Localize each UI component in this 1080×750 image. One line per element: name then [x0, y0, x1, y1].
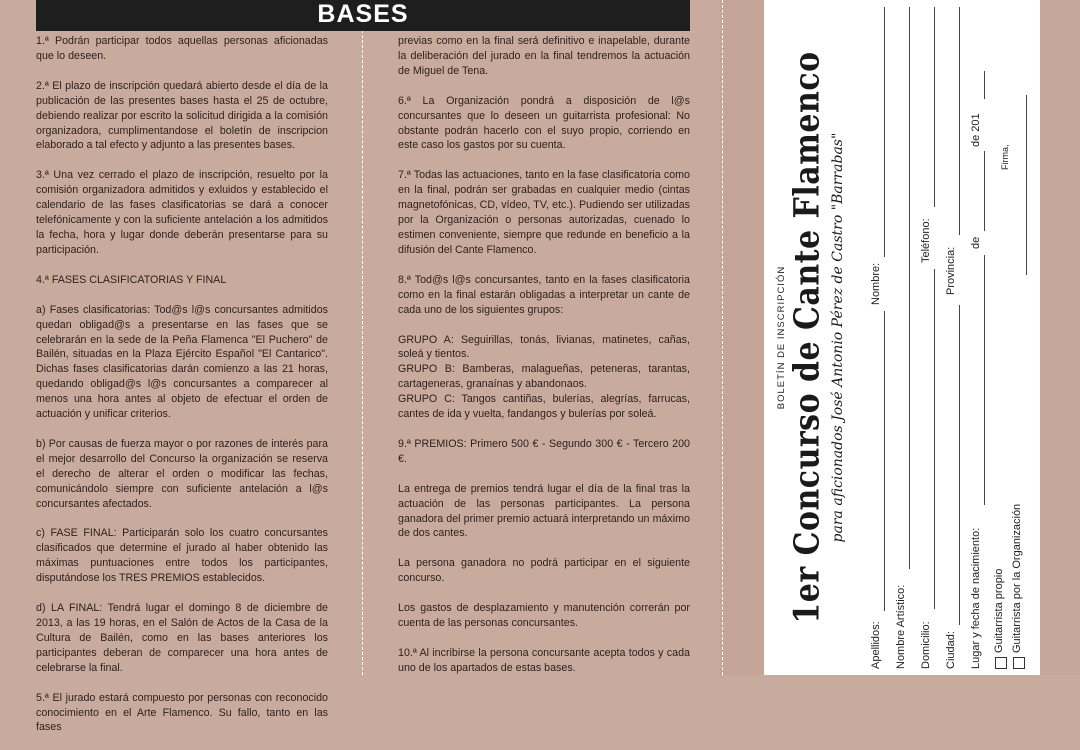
nombre-artistico-label: Nombre Artístico: [895, 584, 907, 669]
registration-form [764, 0, 1040, 675]
group-c: GRUPO C: Tangos cantiñas, bulerías, alegrías, farrucas, cantes de ida y vuelta, fandangos y bulerías por soleá. [398, 393, 690, 421]
rule-5: 5.ª El jurado estará compuesto por personas con reconocido conocimiento en el Arte Flamenco. Su fallo, tanto en las fases [36, 691, 328, 734]
rule-5-cont: previas como en la final será definitivo e inapelable, durante la deliberación del jurado en la final tendremos la actuación de Miguel de Tena. [398, 35, 690, 77]
rule-1: 1.ª Podrán participar todos aquellas personas aficionadas que lo deseen. [36, 35, 328, 62]
lugar-fecha-label: Lugar y fecha de nacimiento: [970, 527, 982, 669]
middle-panel [364, 0, 720, 675]
edge-strip [1040, 0, 1080, 675]
expenses-note: Los gastos de desplazamiento y manutención correrán por cuenta de las personas concursantes. [398, 602, 690, 630]
rule-4-heading: 4.ª FASES CLASIFICATORIAS Y FINAL [36, 273, 227, 286]
month-field[interactable] [984, 151, 985, 231]
rule-4d: d) LA FINAL: Tendrá lugar el domingo 8 de diciembre de 2013, a las 19 horas, en el Salón de Actos de la Casa de la Cultura de Bailén, como en las bases anteriores los participantes deberan de comparecer una hora antes de celebrarse la final. [36, 602, 328, 674]
telefono-label: Teléfono: [920, 218, 932, 263]
bases-middle-column [398, 34, 690, 691]
telefono-field[interactable] [934, 7, 935, 207]
form-subtitle: BOLETÍN DE INSCRIPCIÓN [776, 265, 787, 410]
apellidos-label: Apellidos: [870, 621, 882, 669]
lugar-field[interactable] [984, 255, 985, 505]
nombre-artistico-field[interactable] [909, 7, 910, 569]
bases-banner: BASES [36, 0, 690, 31]
group-a: GRUPO A: Seguirillas, tonás, livianas, matinetes, cañas, soleá y tientos. [398, 333, 690, 361]
guitarrista-propio-label: Guitarrista propio [993, 568, 1005, 653]
domicilio-field[interactable] [934, 269, 935, 609]
registration-form-panel [764, 0, 1040, 675]
contest-honoree: para aficionados José Antonio Pérez de Castro "Barrabas" [830, 132, 846, 543]
winner-note: La persona ganadora no podrá participar en el siguiente concurso. [398, 557, 690, 585]
firma-field[interactable] [1026, 95, 1027, 275]
fold-line-right [722, 0, 723, 675]
guitarrista-org-checkbox[interactable] [1013, 657, 1025, 669]
year-field[interactable] [984, 71, 985, 99]
guitarrista-org-label: Guitarrista por la Organización [1011, 503, 1023, 653]
date-de-label-2: de 201 [970, 113, 982, 147]
rule-8: 8.ª Tod@s l@s concursantes, tanto en la fases clasificatoria como en la final estarán obligadas a interpretar un cante de cada uno de los siguientes grupos: [398, 273, 690, 316]
date-de-label-1: de [970, 236, 982, 249]
bases-left-column [36, 34, 328, 750]
fold-strip [720, 0, 764, 675]
rule-4c: c) FASE FINAL: Participarán solo los cuatro concursantes clasificados que determine el jurado al haber obtenido las máximas puntuaciones entre todos los participantes, disputándose los TRES PREMIOS establecidos. [36, 527, 328, 585]
rule-10: 10.ª Al incribirse la persona concursante acepta todos y cada uno de los apartados de estas bases. [398, 647, 690, 674]
fold-line-left [362, 0, 363, 675]
prize-delivery: La entrega de premios tendrá lugar el día de la final tras la actuación de las personas participantes. La persona ganadora del primer premio actuará interpretando un máximo de dos cantes. [398, 482, 690, 540]
left-panel [0, 0, 360, 734]
nombre-field[interactable] [884, 7, 885, 257]
rule-6: 6.ª La Organización pondrá a disposición de l@s concursantes que lo deseen un guitarrista profesional: No obstante podrán hacerlo con el suyo propio, corriendo en este caso los gastos por su cuenta. [398, 94, 690, 152]
rule-9-prizes: 9.ª PREMIOS: Primero 500 € - Segundo 300 € - Tercero 200 €. [398, 437, 690, 465]
guitarrista-propio-checkbox[interactable] [995, 657, 1007, 669]
firma-label: Firma, [1000, 144, 1010, 170]
rule-3: 3.ª Una vez cerrado el plazo de inscripción, resuelto por la comisión organizadora admitidos y exluidos y establecido el calendario de las fases clasificatorias se dará a conocer telefónicamente y con la suficiente antelación a los admitidos la fecha, hora y lugar donde deberán presentarse para su participación. [36, 169, 328, 256]
nombre-label: Nombre: [870, 262, 882, 305]
rule-4b: b) Por causas de fuerza mayor o por razones de interés para el mejor desarrollo del Concurso la organización se reserva el derecho de alterar el orden o modificar las fechas, comunicándolo siempre con suficiente antelación a l@s concursantes afectados. [36, 437, 328, 510]
group-b: GRUPO B: Bamberas, malagueñas, peteneras, tarantas, cartageneras, granaínas y abandonaos. [398, 363, 690, 391]
ciudad-label: Ciudad: [945, 631, 957, 669]
provincia-label: Provincia: [945, 246, 957, 295]
apellidos-field[interactable] [884, 311, 885, 611]
provincia-field[interactable] [959, 7, 960, 235]
rule-7: 7.ª Todas las actuaciones, tanto en la fase clasificatoria como en la final, podrán ser grabadas en cualquier medio (cintas magnetofónicas, CD, vídeo, TV, etc.). Pudiendo ser utilizadas por la Organización o personas autorizadas, cuenado lo estimen conveniente, siempre que redunde en beneficio a la difusión del Cante Flamenco. [398, 169, 690, 256]
rule-4a: a) Fases clasificatorias: Tod@s l@s concursantes admitidos quedan obligad@s a presentarse en las fases que se celebrarán en la sede de la Peña Flamenca "El Puchero" de Bailén, situadas en la Plaza Ejército Español "El Cantarico". Dichas fases clasificatorias darán comienzo a las 21 horas, quedando obligad@s l@s concursantes a comparecer al menos una hora antes al objeto de efectuar el orden de actuación y unificar criterios. [36, 303, 328, 421]
form-title-block [764, 0, 864, 675]
ciudad-field[interactable] [959, 305, 960, 625]
rule-2: 2.ª El plazo de inscripción quedará abierto desde el día de la publicación de las presentes bases hasta el 25 de octubre, debiendo realizar por escrito la solicitud dirigida a la comisión organizadora, cumplimentandose el boletín de inscripcion elaborado a tal efecto y adjunto a las presentes bases. [36, 79, 328, 152]
domicilio-label: Domicilio: [920, 621, 932, 669]
contest-title: 1er Concurso de Cante Flamenco [787, 51, 828, 624]
